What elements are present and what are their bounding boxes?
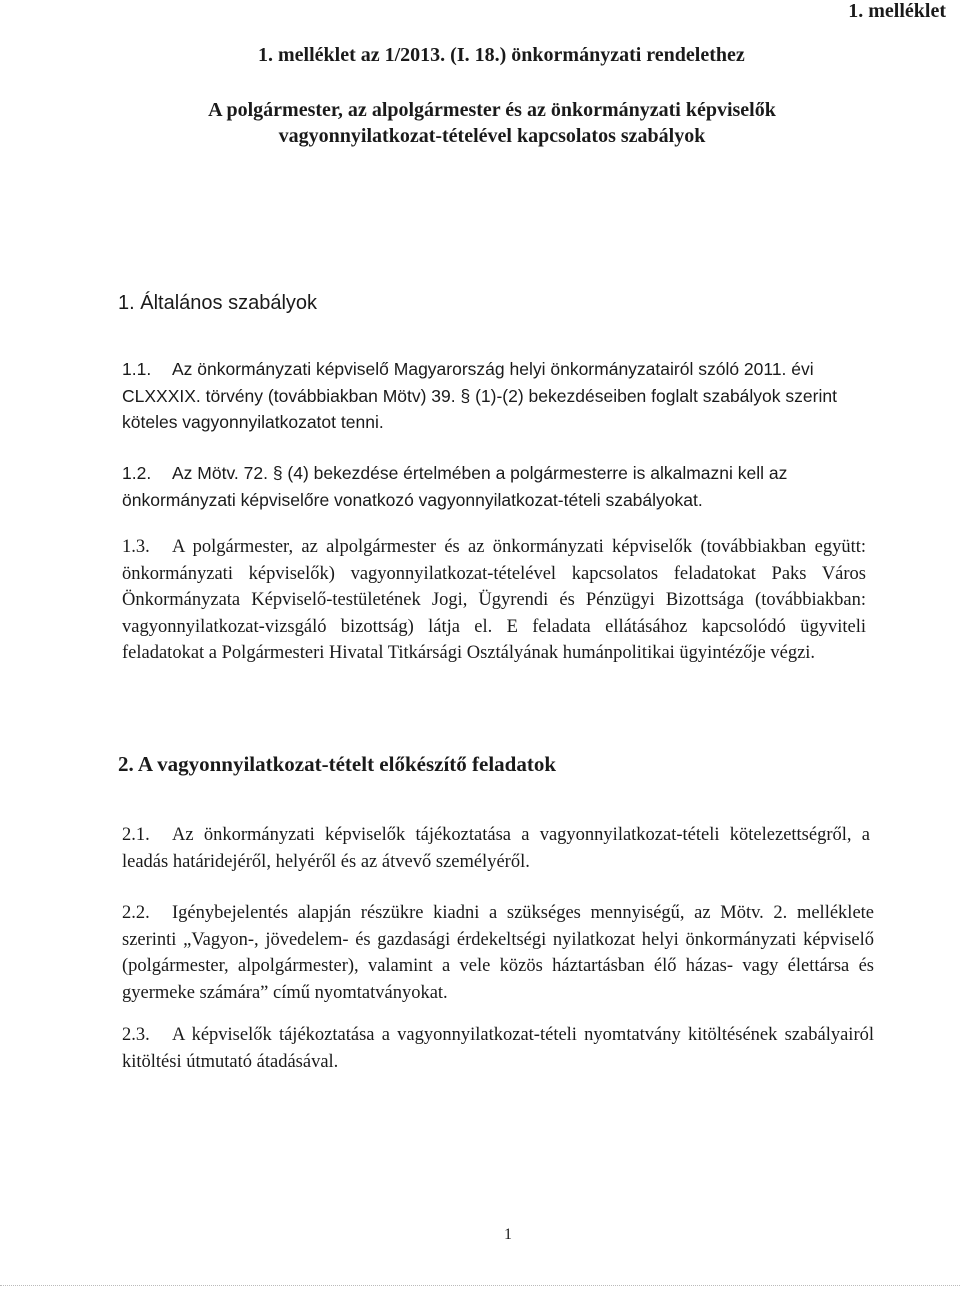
title-line-2: vagyonnyilatkozat-tételével kapcsolatos szabályok bbox=[278, 125, 706, 147]
paragraph-1-3 bbox=[122, 534, 866, 667]
paragraph-2-2 bbox=[122, 900, 874, 1006]
paragraph-text: A polgármester, az alpolgármester és az önkormányzati képviselők (továbbiakban együtt: önkormányzati képviselők) vagyonnyilatkozat-tételével kapcsolatos feladatokat Paks Város Önkormányzata Képviselő-testületének Jogi, Ügyrendi és Pénzügyi Bizottsága (továbbiakban: vagyonnyilatkozat-vizsgáló bizottság) látja el. E feladata ellátásához kapcsolódó ügyviteli feladatokat a Polgármesteri Hivatal Titkársági Osztályának humánpolitikai ügyintézője végzi. bbox=[122, 537, 866, 663]
paragraph-1-1 bbox=[122, 356, 862, 436]
paragraph-text: Igénybejelentés alapján részükre kiadni a szükséges mennyiségű, az Mötv. 2. melléklete szerinti „Vagyon-, jövedelem- és gazdasági érdekeltségi nyilatkozat helyi önkormányzati képviselő (polgármester, alpolgármester), valamint a vele közös háztartásban élő házas- vagy élettársa és gyermeke számára” című nyomtatványokat. bbox=[122, 903, 874, 1003]
page-number: 1 bbox=[504, 1226, 512, 1243]
title-line-1: A polgármester, az alpolgármester és az önkormányzati képviselők bbox=[208, 99, 776, 121]
paragraph-number: 1.3. bbox=[122, 537, 150, 557]
paragraph-2-1 bbox=[122, 822, 870, 875]
paragraph-number: 1.1. bbox=[122, 359, 152, 379]
annex-reference: 1. melléklet az 1/2013. (I. 18.) önkormányzati rendelethez bbox=[258, 44, 745, 66]
paragraph-text: Az önkormányzati képviselő Magyarország helyi önkormányzatairól szóló 2011. évi CLXXXIX. törvény (továbbiakban Mötv) 39. § (1)-(2) bekezdéseiben foglalt szabályok szerint köteles vagyonnyilatkozatot tenni. bbox=[122, 359, 837, 432]
paragraph-1-2 bbox=[122, 460, 872, 513]
document-title bbox=[205, 97, 779, 149]
paragraph-text: A képviselők tájékoztatása a vagyonnyilatkozat-tételi nyomtatvány kitöltésének szabályairól kitöltési útmutató átadásával. bbox=[122, 1025, 874, 1072]
section-1-heading: 1. Általános szabályok bbox=[118, 292, 318, 314]
paragraph-number: 2.1. bbox=[122, 825, 150, 845]
section-2-heading: 2. A vagyonnyilatkozat-tételt előkészítő feladatok bbox=[118, 752, 557, 776]
paragraph-number: 2.2. bbox=[122, 903, 150, 923]
paragraph-text: Az Mötv. 72. § (4) bekezdése értelmében a polgármesterre is alkalmazni kell az önkormányzati képviselőre vonatkozó vagyonnyilatkozat-tételi szabályokat. bbox=[122, 463, 788, 510]
paragraph-number: 2.3. bbox=[122, 1025, 150, 1045]
paragraph-2-3 bbox=[122, 1022, 874, 1075]
paragraph-text: Az önkormányzati képviselők tájékoztatása a vagyonnyilatkozat-tételi kötelezettségről, a leadás határidejéről, helyéről és az átvevő személyéről. bbox=[122, 825, 870, 872]
paragraph-number: 1.2. bbox=[122, 463, 152, 483]
scan-edge-divider bbox=[0, 1285, 960, 1286]
annex-corner-label: 1. melléklet bbox=[848, 0, 946, 22]
